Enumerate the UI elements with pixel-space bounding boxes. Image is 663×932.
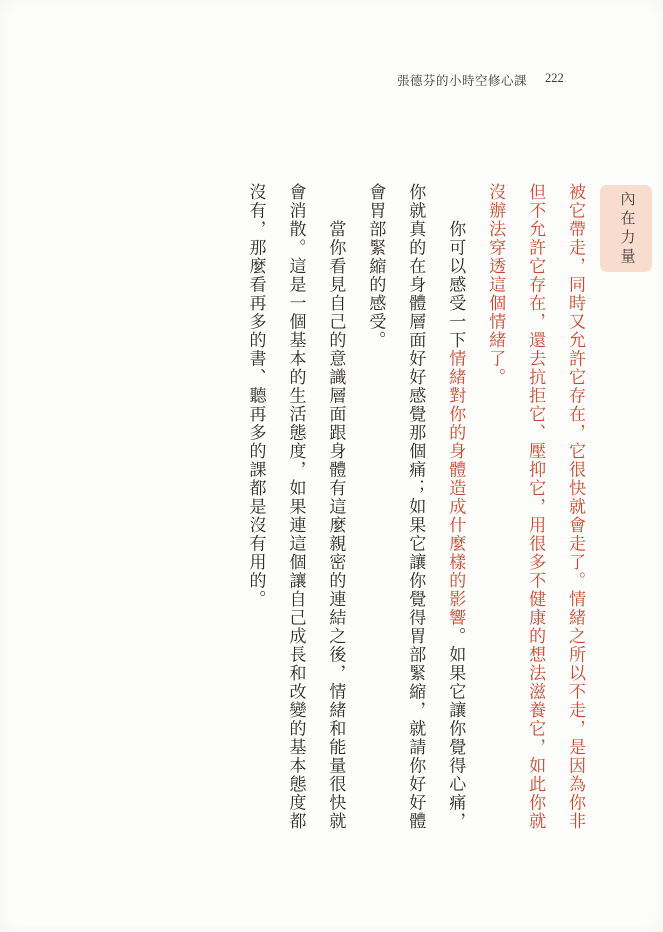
running-head <box>0 71 663 89</box>
chapter-tab-label: 內在力量 <box>618 190 635 267</box>
paragraph <box>475 183 595 833</box>
page-number: 222 <box>545 71 564 85</box>
chapter-tab <box>600 185 652 272</box>
body-text-segment: 當你看見自己的意識層面跟身體有這麼親密的連結之後，情緒和能量很快就會消散。這是一個基本的生活態度，如果連這個讓自己成長和改變的基本態度都沒有，那麼看再多的書、聽再多的課都是沒有用的。 <box>246 183 346 831</box>
highlighted-text: 被它帶走，同時又允許它存在，它很快就會走了。情緒之所以不走，是因為你非但不允許它存在，還去抗拒它、壓抑它，用很多不健康的想法滋養它，如此你就沒辦法穿透這個情緒了。 <box>486 183 585 831</box>
paragraph <box>355 183 475 833</box>
body-text-segment: 你可以感受一下 <box>446 220 466 350</box>
highlighted-text: 情緒對你的身體造成什麼樣的影響 <box>446 349 466 627</box>
paragraph <box>236 183 356 833</box>
body-text-segment: 。如果它讓你覺得心痛，你就真的在身體層面好好感覺那個痛；如果它讓你覺得胃部緊縮，就請你好好體會胃部緊縮的感受。 <box>366 183 466 831</box>
body-text <box>236 183 595 833</box>
running-head-book-title: 張德芬的小時空修心課 <box>397 74 528 88</box>
